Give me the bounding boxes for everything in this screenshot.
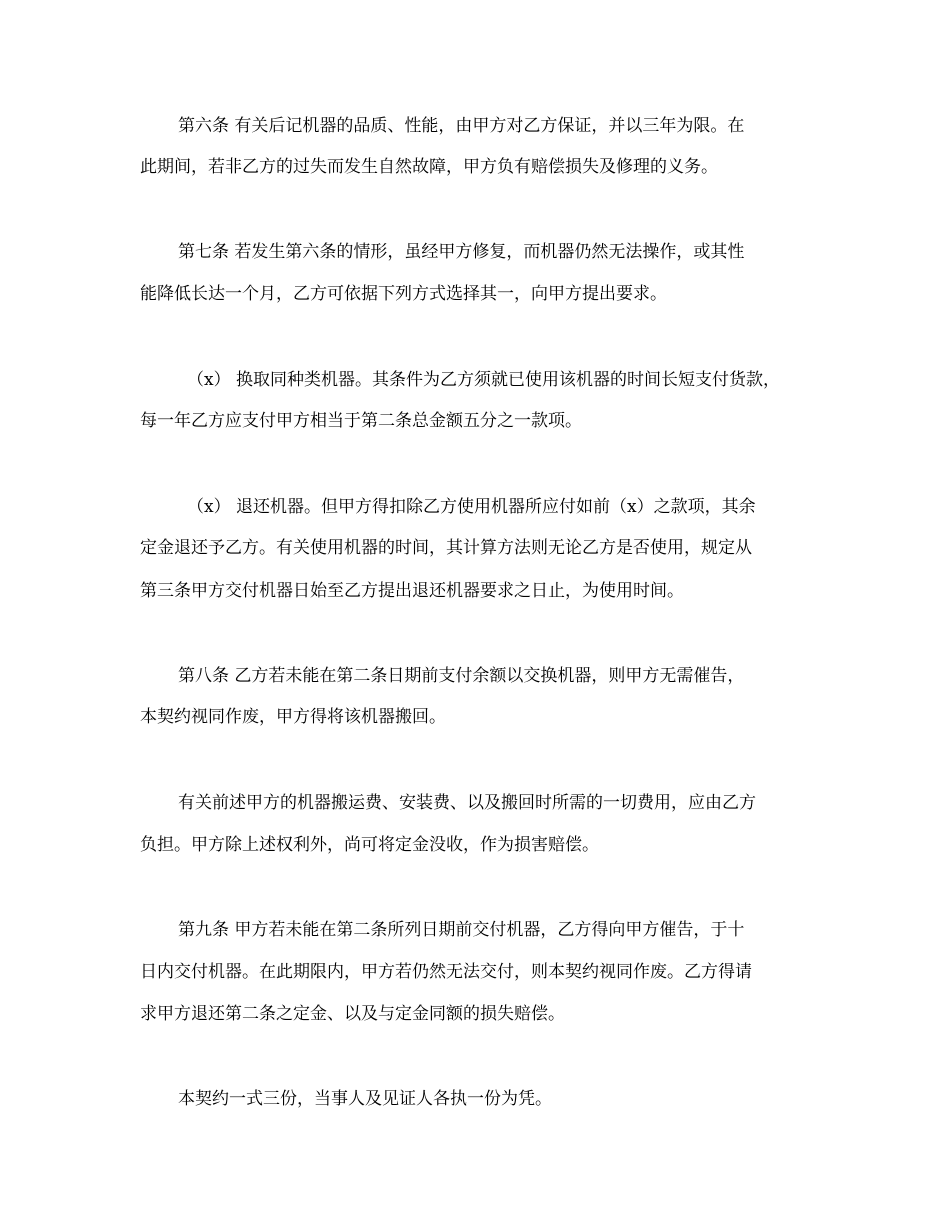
article-9-line-3: 求甲方退还第二条之定金、以及与定金同额的损失赔偿。	[140, 1004, 565, 1024]
article-8-line-1: 第八条 乙方若未能在第二条日期前支付余额以交换机器，则甲方无需催告，	[178, 666, 745, 686]
article-6-line-2: 此期间，若非乙方的过失而发生自然故障，甲方负有赔偿损失及修理的义务。	[140, 157, 718, 177]
option-2-line-1: （x） 退还机器。但甲方得扣除乙方使用机器所应付如前（x）之款项，其余	[187, 497, 756, 517]
option-1-line-1: （x） 换取同种类机器。其条件为乙方须就已使用该机器的时间长短支付货款，	[187, 370, 780, 390]
option-1-line-2: 每一年乙方应支付甲方相当于第二条总金额五分之一款项。	[140, 411, 582, 431]
article-7-line-1: 第七条 若发生第六条的情形，虽经甲方修复，而机器仍然无法操作，或其性	[178, 242, 745, 262]
closing-line: 本契约一式三份，当事人及见证人各执一份为凭。	[178, 1089, 552, 1109]
article-8-line-2: 本契约视同作废，甲方得将该机器搬回。	[140, 707, 446, 727]
option-2-line-3: 第三条甲方交付机器日始至乙方提出退还机器要求之日止，为使用时间。	[140, 581, 684, 601]
expenses-line-2: 负担。甲方除上述权利外，尚可将定金没收，作为损害赔偿。	[140, 835, 599, 855]
article-9-line-1: 第九条 甲方若未能在第二条所列日期前交付机器，乙方得向甲方催告，于十	[178, 920, 745, 940]
article-9-line-2: 日内交付机器。在此期限内，甲方若仍然无法交付，则本契约视同作废。乙方得请	[140, 962, 752, 982]
expenses-line-1: 有关前述甲方的机器搬运费、安装费、以及搬回时所需的一切费用，应由乙方	[178, 793, 756, 813]
article-7-line-2: 能降低长达一个月，乙方可依据下列方式选择其一，向甲方提出要求。	[140, 284, 667, 304]
article-6-line-1: 第六条 有关后记机器的品质、性能，由甲方对乙方保证，并以三年为限。在	[178, 116, 745, 136]
option-2-line-2: 定金退还予乙方。有关使用机器的时间，其计算方法则无论乙方是否使用，规定从	[140, 538, 752, 558]
